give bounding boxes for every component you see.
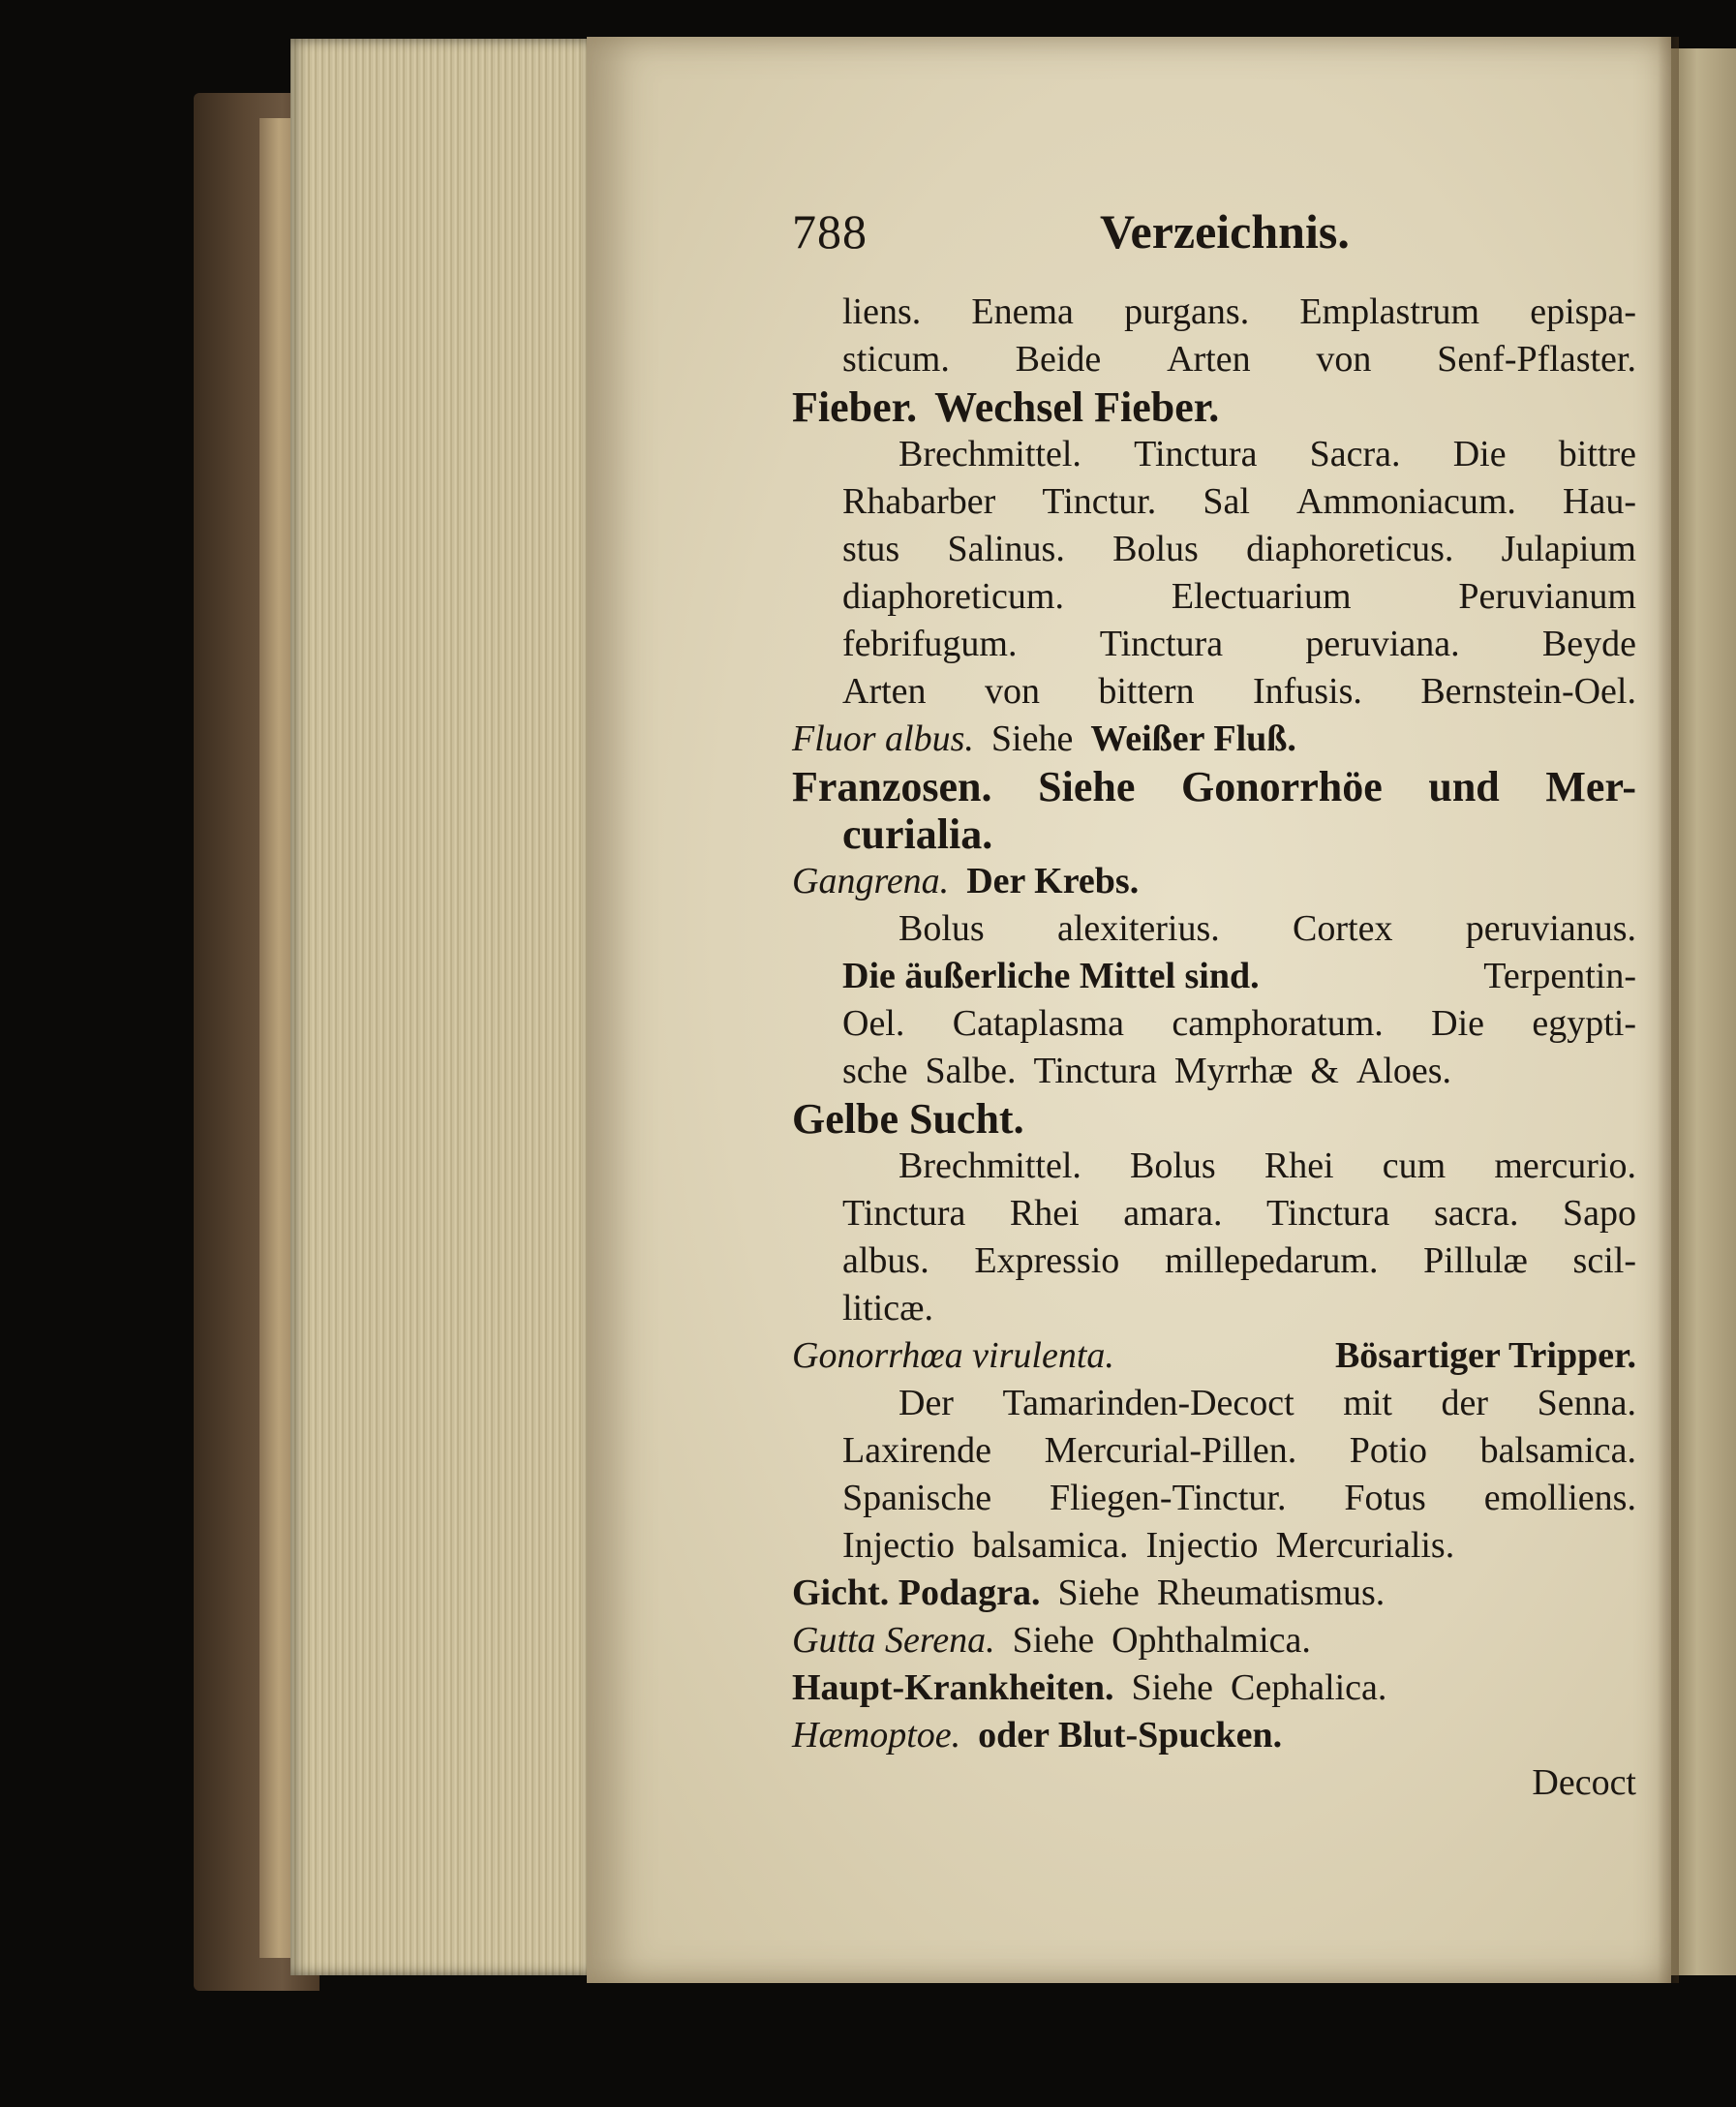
word: emolliens. xyxy=(1483,1478,1636,1518)
word: Siehe xyxy=(1057,1573,1140,1613)
word: Rhabarber xyxy=(842,481,996,522)
word: Fluor albus. xyxy=(792,718,974,759)
word: Franzosen. xyxy=(792,763,992,810)
word: Mercurial-Pillen. xyxy=(1044,1430,1297,1471)
text-line xyxy=(792,1000,1636,1048)
text-line xyxy=(792,1237,1636,1285)
word: Sacra. xyxy=(1309,434,1401,474)
word: Bolus xyxy=(898,908,985,949)
word: Injectio xyxy=(1145,1525,1259,1566)
text-line xyxy=(792,526,1636,573)
word: Weißer Fluß. xyxy=(1090,718,1296,759)
word: Arten xyxy=(842,671,927,712)
text-line xyxy=(792,1048,1636,1095)
word: Arten xyxy=(1167,339,1251,380)
word: Bösartiger Tripper. xyxy=(1334,1335,1636,1376)
text-line xyxy=(792,1332,1636,1380)
word: Cephalica. xyxy=(1230,1667,1387,1708)
word: Gutta Serena. xyxy=(792,1620,995,1661)
word: Siehe xyxy=(1038,763,1136,810)
word: purgans. xyxy=(1124,291,1250,332)
page-text xyxy=(792,289,1636,1807)
text-line xyxy=(792,1143,1636,1190)
word: von xyxy=(984,671,1040,712)
word: sticum. xyxy=(842,339,950,380)
word: Hæmoptoe. xyxy=(792,1715,961,1756)
word: Tinctur. xyxy=(1042,481,1157,522)
word: camphoratum. xyxy=(1172,1003,1384,1044)
word: Rhei xyxy=(1009,1193,1080,1234)
word: Injectio xyxy=(842,1525,956,1566)
text-line xyxy=(792,905,1636,953)
page-number: 788 xyxy=(792,204,868,259)
word: Aloes. xyxy=(1355,1051,1452,1091)
text-line xyxy=(792,810,1636,858)
page-header xyxy=(792,203,1489,261)
word: diaphoreticum. xyxy=(842,576,1064,617)
word: Tinctura xyxy=(1134,434,1258,474)
word: Hau- xyxy=(1563,481,1636,522)
word: stus xyxy=(842,529,900,569)
word: cum xyxy=(1382,1145,1447,1186)
text-line xyxy=(792,1190,1636,1237)
word: amara. xyxy=(1123,1193,1223,1234)
word: Salbe. xyxy=(925,1051,1017,1091)
word: Der xyxy=(898,1383,954,1423)
word: Brechmittel. xyxy=(898,434,1081,474)
word: albus. xyxy=(842,1240,929,1281)
word: Senf-Pflaster. xyxy=(1437,339,1636,380)
word: Pillulæ xyxy=(1423,1240,1528,1281)
facing-page-edge xyxy=(1671,48,1736,1975)
word: Salinus. xyxy=(947,529,1065,569)
word: mit xyxy=(1343,1383,1392,1423)
word: Laxirende xyxy=(842,1430,992,1471)
word: Bolus xyxy=(1130,1145,1216,1186)
word: der xyxy=(1441,1383,1489,1423)
word: Fieber. xyxy=(792,383,918,431)
word: Cortex xyxy=(1293,908,1393,949)
text-line xyxy=(792,573,1636,621)
text-line xyxy=(792,1522,1636,1570)
word: oder Blut-Spucken. xyxy=(978,1715,1283,1756)
word: Tinctura xyxy=(1099,624,1224,664)
word: Sapo xyxy=(1563,1193,1636,1234)
word: Gelbe Sucht. xyxy=(792,1095,1024,1143)
word: sche xyxy=(842,1051,908,1091)
text-line xyxy=(792,1475,1636,1522)
word: Mercurialis. xyxy=(1275,1525,1455,1566)
text-line xyxy=(792,953,1636,1000)
word: Gonorrhœa virulenta. xyxy=(792,1335,1114,1376)
word: Gicht. Podagra. xyxy=(792,1573,1041,1613)
word: curialia. xyxy=(842,810,993,858)
word: Die xyxy=(1452,434,1507,474)
word: & xyxy=(1310,1051,1339,1091)
word: Julapium xyxy=(1501,529,1636,569)
word: Gangrena. xyxy=(792,861,950,901)
word: millepedarum. xyxy=(1164,1240,1379,1281)
text-line xyxy=(792,1664,1636,1712)
word: febrifugum. xyxy=(842,624,1018,664)
word: alexiterius. xyxy=(1056,908,1220,949)
word: Ophthalmica. xyxy=(1112,1620,1311,1661)
word: balsamica. xyxy=(1479,1430,1636,1471)
word: peruvianus. xyxy=(1465,908,1636,949)
text-line xyxy=(792,858,1636,905)
page-gutter-shadow xyxy=(1658,37,1679,1983)
word: Rhei xyxy=(1264,1145,1334,1186)
page-edges xyxy=(290,39,600,1975)
text-line xyxy=(792,763,1636,810)
word: Bolus xyxy=(1112,529,1199,569)
word: Wechsel Fieber. xyxy=(934,383,1220,431)
word: Haupt-Krankheiten. xyxy=(792,1667,1114,1708)
text-line xyxy=(792,1759,1636,1807)
word: Tinctura xyxy=(1033,1051,1157,1091)
word: Oel. xyxy=(842,1003,905,1044)
word: sacra. xyxy=(1433,1193,1519,1234)
text-line xyxy=(792,1427,1636,1475)
word: Siehe xyxy=(1012,1620,1095,1661)
text-line xyxy=(792,478,1636,526)
word: Myrrhæ xyxy=(1173,1051,1294,1091)
word: Mer- xyxy=(1545,763,1636,810)
word: Infusis. xyxy=(1252,671,1362,712)
word: balsamica. xyxy=(972,1525,1129,1566)
word: scil- xyxy=(1572,1240,1636,1281)
word: Expressio xyxy=(974,1240,1120,1281)
word: Rheumatismus. xyxy=(1156,1573,1386,1613)
word: Sal xyxy=(1203,481,1250,522)
word: Beide xyxy=(1015,339,1102,380)
text-line xyxy=(792,289,1636,336)
text-line xyxy=(792,1570,1636,1617)
running-title: Verzeichnis. xyxy=(1100,204,1350,259)
word: Cataplasma xyxy=(952,1003,1124,1044)
text-line xyxy=(792,716,1636,763)
text-line xyxy=(792,668,1636,716)
word: Electuarium xyxy=(1171,576,1352,617)
word: Die xyxy=(1431,1003,1484,1044)
word: peruviana. xyxy=(1305,624,1460,664)
text-line xyxy=(792,1380,1636,1427)
word: Decoct xyxy=(1532,1762,1636,1803)
word: Fliegen-Tinctur. xyxy=(1049,1478,1287,1518)
word: mercurio. xyxy=(1494,1145,1636,1186)
word: diaphoreticus. xyxy=(1246,529,1454,569)
word: bittern xyxy=(1098,671,1195,712)
word: Gonorrhöe xyxy=(1180,763,1383,810)
word: Terpentin- xyxy=(1483,956,1636,996)
word: Spanische xyxy=(842,1478,992,1518)
word: egypti- xyxy=(1532,1003,1636,1044)
text-line xyxy=(792,621,1636,668)
word: epispa- xyxy=(1530,291,1636,332)
text-line xyxy=(792,431,1636,478)
word: Brechmittel. xyxy=(898,1145,1081,1186)
text-line xyxy=(792,336,1636,383)
word: Enema xyxy=(971,291,1074,332)
word: Tinctura xyxy=(1266,1193,1390,1234)
word: Tamarinden-Decoct xyxy=(1002,1383,1294,1423)
word: Potio xyxy=(1349,1430,1428,1471)
word: Die äußerliche Mittel sind. xyxy=(842,956,1260,996)
word: Tinctura xyxy=(842,1193,966,1234)
text-line xyxy=(792,1285,1636,1332)
word: Peruvianum xyxy=(1458,576,1636,617)
word: Bernstein-Oel. xyxy=(1420,671,1636,712)
word: Siehe xyxy=(1131,1667,1213,1708)
word: bittre xyxy=(1558,434,1636,474)
word: liens. xyxy=(842,291,922,332)
word: Siehe xyxy=(990,718,1074,759)
text-line xyxy=(792,383,1636,431)
word: liticæ. xyxy=(842,1288,933,1328)
text-line xyxy=(792,1617,1636,1664)
word: und xyxy=(1428,763,1500,810)
word: Senna. xyxy=(1537,1383,1636,1423)
text-line xyxy=(792,1095,1636,1143)
word: Der Krebs. xyxy=(966,861,1140,901)
word: Beyde xyxy=(1541,624,1636,664)
word: von xyxy=(1316,339,1372,380)
word: Fotus xyxy=(1344,1478,1426,1518)
text-line xyxy=(792,1712,1636,1759)
word: Ammoniacum. xyxy=(1296,481,1516,522)
word: Emplastrum xyxy=(1299,291,1480,332)
